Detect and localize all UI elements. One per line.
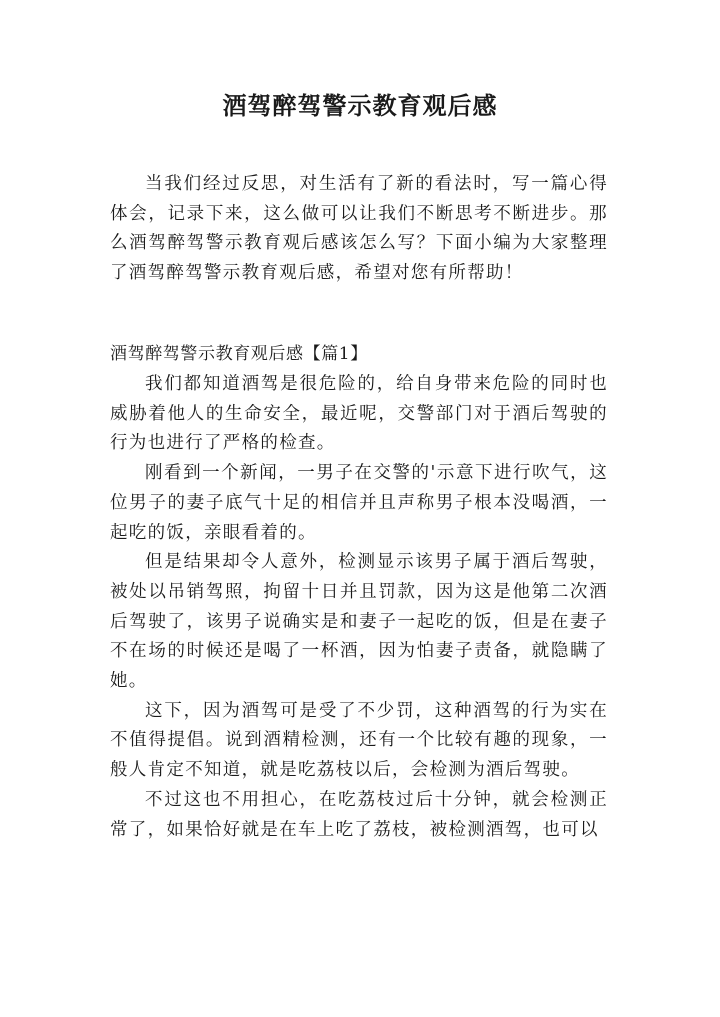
body-paragraph: 刚看到一个新闻，一男子在交警的'示意下进行吹气，这位男子的妻子底气十足的相信并且声称男子根本没喝酒，一起吃的饭，亲眼看着的。 <box>110 463 608 543</box>
document-title: 酒驾醉驾警示教育观后感 <box>222 91 498 120</box>
article-body <box>110 370 608 845</box>
intro-paragraph: 当我们经过反思，对生活有了新的看法时，写一篇心得体会，记录下来，这么做可以让我们不断思考不断进步。那么酒驾醉驾警示教育观后感该怎么写？下面小编为大家整理了酒驾醉驾警示教育观后感，希望对您有所帮助！ <box>110 174 608 284</box>
body-paragraph: 我们都知道酒驾是很危险的，给自身带来危险的同时也威胁着他人的生命安全，最近呢，交警部门对于酒后驾驶的行为也进行了严格的检查。 <box>110 374 608 454</box>
body-paragraph: 这下，因为酒驾可是受了不少罚，这种酒驾的行为实在不值得提倡。说到酒精检测，还有一个比较有趣的现象，一般人肯定不知道，就是吃荔枝以后，会检测为酒后驾驶。 <box>110 700 608 781</box>
section-heading: 酒驾醉驾警示教育观后感【篇1】 <box>110 344 368 364</box>
body-paragraph: 但是结果却令人意外，检测显示该男子属于酒后驾驶，被处以吊销驾照，拘留十日并且罚款，因为这是他第二次酒后驾驶了，该男子说确实是和妻子一起吃的饭，但是在妻子不在场的时候还是喝了一杯酒，因为怕妻子责备，就隐瞒了她。 <box>110 552 608 692</box>
body-paragraph: 不过这也不用担心，在吃荔枝过后十分钟，就会检测正常了，如果恰好就是在车上吃了荔枝，被检测酒驾，也可以 <box>110 789 608 840</box>
